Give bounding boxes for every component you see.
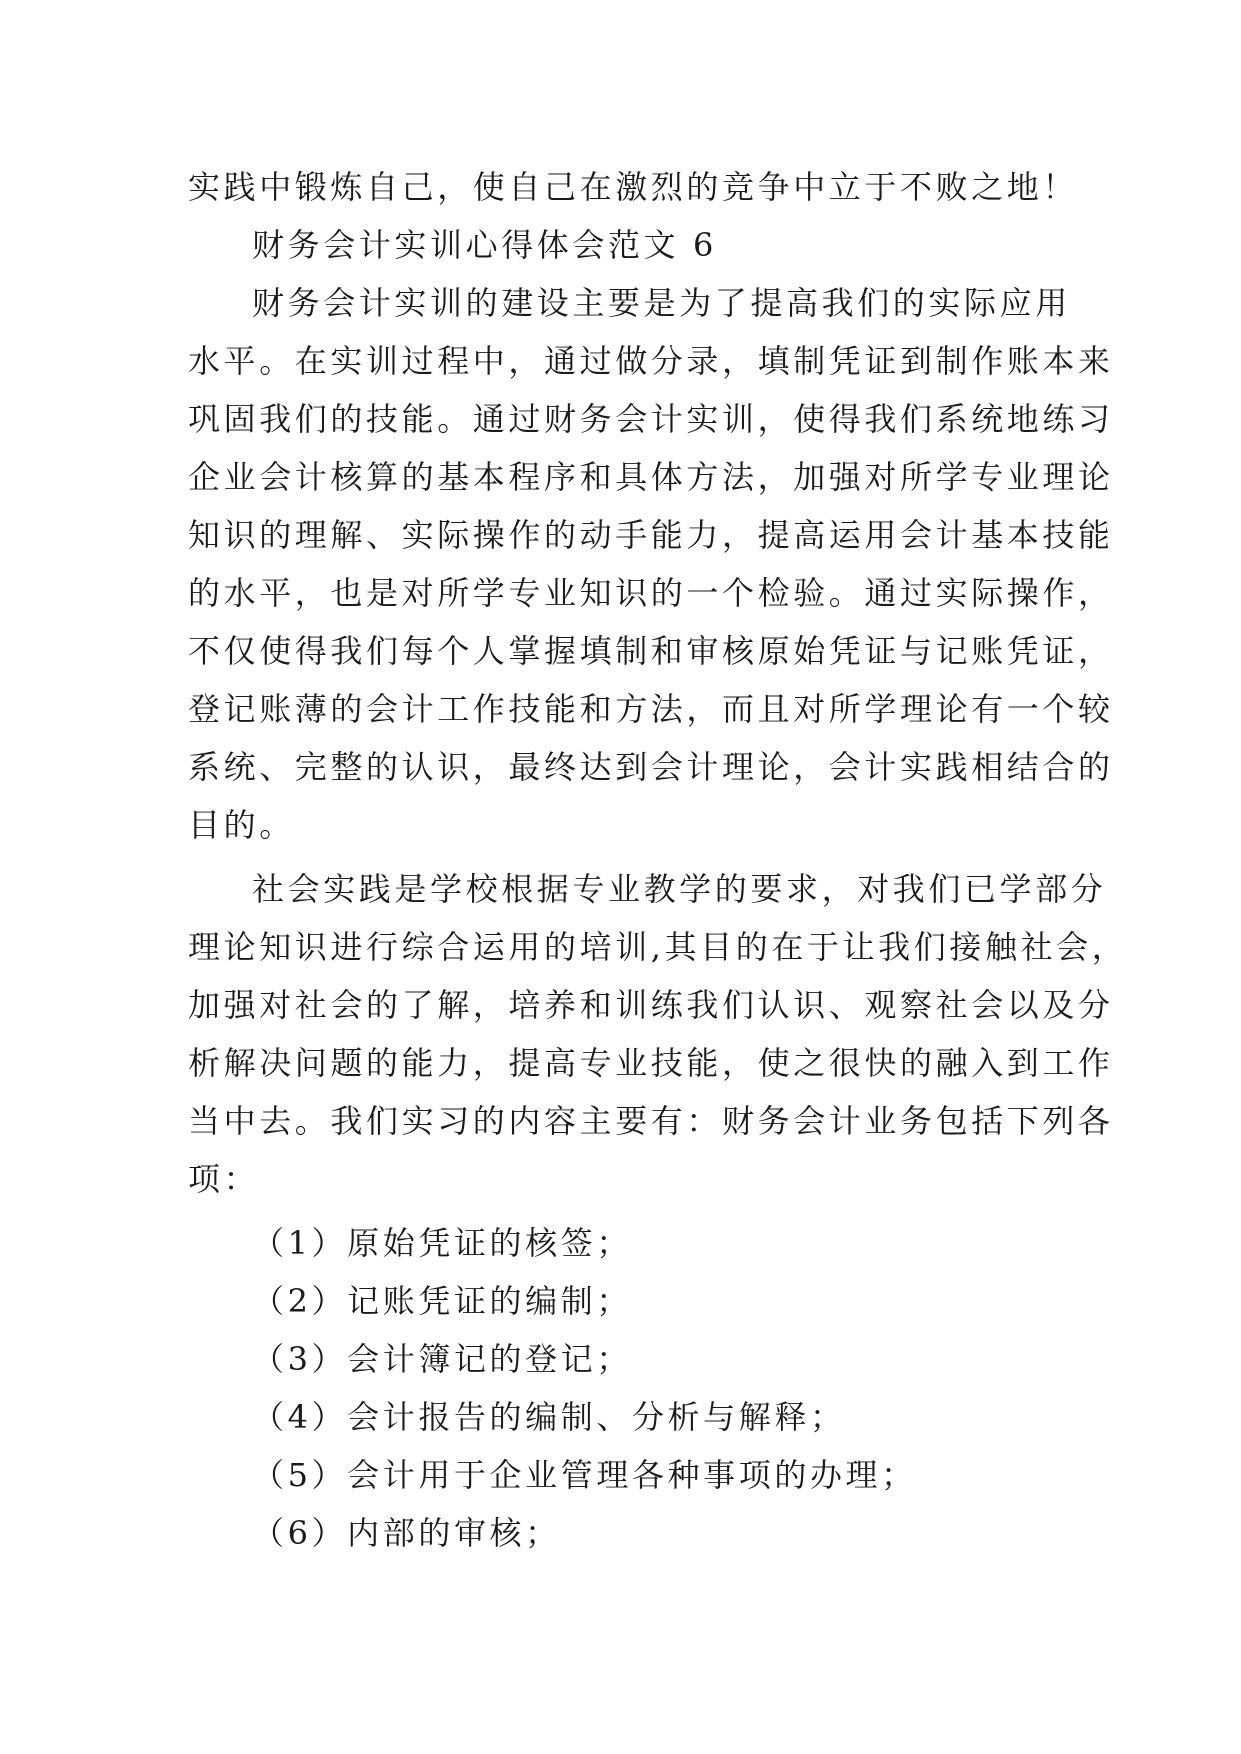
text-line: 社会实践是学校根据专业教学的要求，对我们已学部分 (252, 870, 1107, 908)
list-item: （3）会计簿记的登记； (252, 1340, 632, 1378)
list-item: （1）原始凭证的核签； (252, 1224, 632, 1262)
list-item: （6）内部的审核； (252, 1514, 561, 1552)
text-line: 加强对社会的了解，培养和训练我们认识、观察社会以及分 (188, 986, 1114, 1024)
paragraph-2 (188, 860, 1128, 1208)
text-line: 知识的理解、实际操作的动手能力，提高运用会计基本技能 (188, 516, 1114, 554)
text-line: 理论知识进行综合运用的培训,其目的在于让我们接触社会， (188, 928, 1128, 966)
list-item: （2）记账凭证的编制； (252, 1282, 632, 1320)
text-line: 当中去。我们实习的内容主要有：财务会计业务包括下列各 (188, 1102, 1114, 1140)
text-line: 的水平，也是对所学专业知识的一个检验。通过实际操作， (188, 574, 1114, 612)
text-line: 企业会计核算的基本程序和具体方法，加强对所学专业理论 (188, 458, 1114, 496)
text-line: 目的。 (188, 806, 295, 844)
text-line: 登记账薄的会计工作技能和方法，而且对所学理论有一个较 (188, 690, 1114, 728)
text-line: 系统、完整的认识，最终达到会计理论，会计实践相结合的 (188, 748, 1114, 786)
paragraph-1 (188, 274, 1114, 854)
item-list (188, 1214, 1060, 1562)
text-line: 巩固我们的技能。通过财务会计实训，使得我们系统地练习 (188, 400, 1114, 438)
list-item: （4）会计报告的编制、分析与解释； (252, 1398, 846, 1436)
section-heading: 财务会计实训心得体会范文 6 (252, 226, 717, 264)
text-line: 实践中锻炼自己，使自己在激烈的竞争中立于不败之地！ (188, 168, 1079, 206)
document-page (188, 158, 1128, 1562)
text-line: 水平。在实训过程中，通过做分录，填制凭证到制作账本来 (188, 342, 1114, 380)
list-item: （5）会计用于企业管理各种事项的办理； (252, 1456, 917, 1494)
text-line: 财务会计实训的建设主要是为了提高我们的实际应用 (252, 284, 1071, 322)
text-line: 不仅使得我们每个人掌握填制和审核原始凭证与记账凭证， (188, 632, 1114, 670)
text-line: 析解决问题的能力，提高专业技能，使之很快的融入到工作 (188, 1044, 1114, 1082)
text-line: 项： (188, 1160, 260, 1198)
